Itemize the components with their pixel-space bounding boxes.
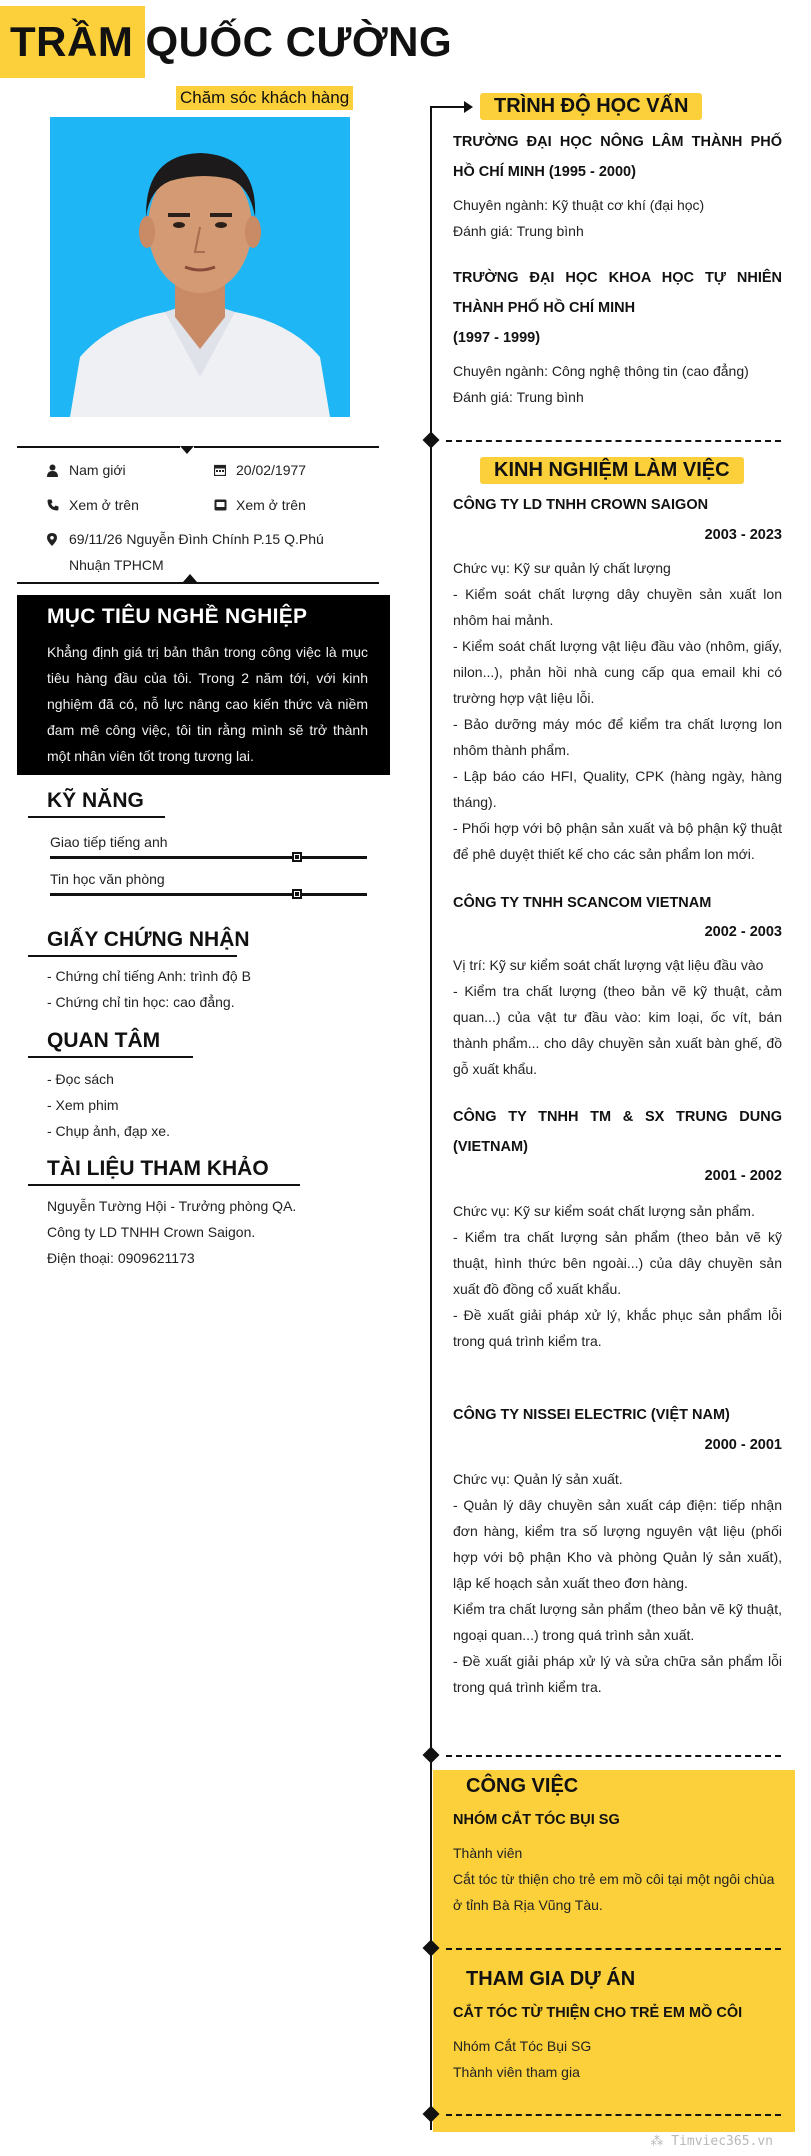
reference-item: Công ty LD TNHH Crown Saigon. bbox=[47, 1224, 256, 1240]
job-line: - Phối hợp với bộ phận sản xuất và bộ phận kỹ thuật để phê duyệt thiết kế cho các sản phẩm lon mới. bbox=[453, 820, 782, 862]
career-objective-box bbox=[17, 595, 390, 775]
education-title: TRÌNH ĐỘ HỌC VẤN bbox=[480, 93, 702, 120]
education-school: TRƯỜNG ĐẠI HỌC KHOA HỌC TỰ NHIÊN THÀNH PHỐ HỒ CHÍ MINH bbox=[453, 270, 782, 316]
skill-label: Tin học văn phòng bbox=[50, 871, 165, 887]
certificates-underline bbox=[28, 955, 237, 957]
job-line: Kiểm tra chất lượng sản phẩm (theo bản vẽ kỹ thuật, ngoại quan...) trong quá trình sản xuất. bbox=[453, 1601, 782, 1643]
job-company: CÔNG TY NISSEI ELECTRIC (VIỆT NAM) bbox=[453, 1407, 730, 1423]
calendar-icon bbox=[214, 457, 236, 483]
contact-gender bbox=[47, 457, 207, 483]
skill-level-marker bbox=[292, 889, 302, 899]
job-line: Chức vụ: Kỹ sư quản lý chất lượng bbox=[453, 560, 671, 576]
section-divider bbox=[446, 1948, 781, 1950]
map-pin-icon bbox=[47, 526, 69, 552]
activity-line: Thành viên bbox=[453, 1845, 523, 1861]
education-grade: Đánh giá: Trung bình bbox=[453, 389, 584, 405]
objective-text: Khẳng định giá trị bản thân trong công việc là mục tiêu hàng đầu của tôi. Trong 2 năm tới, với kinh nghiệm đã có, nỗ lực nâng cao kiến thức và niềm đam mê công việc, tôi tin rằng mình sẽ trở thành một nhân viên tốt trong tương lai. bbox=[47, 644, 368, 764]
job-period: 2000 - 2001 bbox=[704, 1437, 782, 1453]
reference-item: Điện thoại: 0909621173 bbox=[47, 1250, 195, 1266]
section-divider bbox=[446, 2114, 781, 2116]
job-description bbox=[453, 555, 782, 867]
skills-underline bbox=[28, 816, 165, 818]
phone-value: Xem ở trên bbox=[69, 497, 139, 513]
job-line: - Kiểm tra chất lượng (theo bản vẽ kỹ thuật, cảm quan...) của vật tư đầu vào: kim loại, ốc vít, bán thành phẩm... cho dây chuyền sản xuất bàn ghế, đồ gỗ xuất khẩu. bbox=[453, 983, 782, 1077]
job-line: - Quản lý dây chuyền sản xuất cáp điện: tiếp nhận đơn hàng, kiểm tra số lượng nguyên vật liệu (phối hợp với bộ phận Kho và phòng Quản lý sản xuất), lập kế hoạch sản xuất theo đơn hàng. bbox=[453, 1497, 782, 1591]
contact-divider-arrow bbox=[180, 446, 194, 454]
objective-title: MỤC TIÊU NGHỀ NGHIỆP bbox=[47, 605, 308, 628]
certificates-title: GIẤY CHỨNG NHẬN bbox=[47, 928, 250, 951]
job-description bbox=[453, 1466, 782, 1700]
contact-address bbox=[47, 526, 347, 578]
job-description bbox=[453, 952, 782, 1082]
job-description bbox=[453, 1198, 782, 1354]
job-company: CÔNG TY TNHH SCANCOM VIETNAM bbox=[453, 895, 712, 911]
job-line: Chức vụ: Quản lý sản xuất. bbox=[453, 1471, 623, 1487]
job-line: Vị trí: Kỹ sư kiểm soát chất lượng vật liệu đầu vào bbox=[453, 957, 764, 973]
activities-org: NHÓM CẮT TÓC BỤI SG bbox=[453, 1812, 620, 1828]
job-period: 2003 - 2023 bbox=[704, 527, 782, 543]
watermark-text: Timviec365.vn bbox=[671, 2134, 773, 2149]
section-divider bbox=[446, 440, 781, 442]
job-line: Chức vụ: Kỹ sư kiểm soát chất lượng sản phẩm. bbox=[453, 1203, 755, 1219]
contact-top-rule-right bbox=[194, 446, 379, 448]
job-period: 2002 - 2003 bbox=[704, 924, 782, 940]
reference-item: Nguyễn Tường Hội - Trưởng phòng QA. bbox=[47, 1198, 297, 1214]
job-company: CÔNG TY TNHH TM & SX TRUNG DUNG (VIETNAM) bbox=[453, 1109, 782, 1155]
activity-line: Cắt tóc từ thiện cho trẻ em mồ côi tại một ngôi chùa ở tỉnh Bà Rịa Vũng Tàu. bbox=[453, 1871, 775, 1913]
arrow-right-icon bbox=[464, 101, 473, 113]
address-value: 69/11/26 Nguyễn Đình Chính P.15 Q.Phú Nhuận TPHCM bbox=[69, 531, 324, 573]
skill-bar bbox=[50, 893, 367, 896]
education-major: Chuyên ngành: Kỹ thuật cơ khí (đại học) bbox=[453, 197, 705, 213]
section-divider bbox=[446, 1755, 781, 1757]
job-period: 2001 - 2002 bbox=[704, 1168, 782, 1184]
references-underline bbox=[28, 1184, 300, 1186]
job-line: - Đề xuất giải pháp xử lý, khắc phục sản phẩm lỗi trong quá trình kiểm tra. bbox=[453, 1307, 782, 1349]
birthday-value: 20/02/1977 bbox=[236, 462, 307, 478]
profile-photo bbox=[50, 117, 350, 417]
education-school: TRƯỜNG ĐẠI HỌC NÔNG LÂM THÀNH PHỐ HỒ CHÍ MINH (1995 - 2000) bbox=[453, 134, 782, 180]
job-line: - Kiểm soát chất lượng dây chuyền sản xuất lon nhôm hai mảnh. bbox=[453, 586, 782, 628]
logo-icon: ⁂ bbox=[650, 2134, 672, 2149]
project-line: Nhóm Cắt Tóc Bụi SG bbox=[453, 2038, 592, 2054]
watermark bbox=[650, 2134, 773, 2149]
job-line: - Kiểm tra chất lượng sản phẩm (theo bản vẽ kỹ thuật, hình thức bên ngoài...) của dây chuyền sản xuất đồ đồng cổ xuất khẩu. bbox=[453, 1229, 782, 1297]
contact-bottom-rule bbox=[17, 582, 379, 584]
education-grade: Đánh giá: Trung bình bbox=[453, 223, 584, 239]
activities-title: CÔNG VIỆC bbox=[466, 1775, 579, 1797]
contact-birthday bbox=[214, 457, 384, 483]
contact-bottom-arrow bbox=[183, 574, 197, 582]
project-name: CẮT TÓC TỪ THIỆN CHO TRẺ EM MỒ CÔI bbox=[453, 2005, 743, 2021]
skills-title: KỸ NĂNG bbox=[47, 789, 144, 812]
person-icon bbox=[47, 457, 69, 483]
projects-title: THAM GIA DỰ ÁN bbox=[466, 1968, 636, 1990]
gender-value: Nam giới bbox=[69, 462, 126, 478]
email-value: Xem ở trên bbox=[236, 497, 306, 513]
experience-title: KINH NGHIỆM LÀM VIỆC bbox=[480, 457, 744, 484]
phone-icon bbox=[47, 492, 69, 518]
certificate-item: - Chứng chỉ tiếng Anh: trình độ B bbox=[47, 968, 251, 984]
job-line: - Đề xuất giải pháp xử lý và sửa chữa sản phẩm lỗi trong quá trình kiểm tra. bbox=[453, 1653, 782, 1695]
skill-bar bbox=[50, 856, 367, 859]
skill-level-marker bbox=[292, 852, 302, 862]
timeline-line bbox=[430, 106, 432, 2130]
job-company: CÔNG TY LD TNHH CROWN SAIGON bbox=[453, 497, 709, 513]
contact-phone bbox=[47, 492, 207, 518]
project-line: Thành viên tham gia bbox=[453, 2064, 580, 2080]
timeline-node bbox=[423, 1747, 440, 1764]
timeline-node bbox=[423, 432, 440, 449]
skill-label: Giao tiếp tiếng anh bbox=[50, 834, 168, 850]
interest-item: - Xem phim bbox=[47, 1097, 119, 1113]
job-line: - Lập báo cáo HFI, Quality, CPK (hàng ngày, hàng tháng). bbox=[453, 768, 782, 810]
person-portrait-icon bbox=[50, 117, 350, 417]
job-line: - Kiểm soát chất lượng vật liệu đầu vào (nhôm, giấy, nilon...), phản hồi nhà cung cấp qua email khi có trường hợp vật liệu lỗi. bbox=[453, 638, 782, 706]
interest-item: - Đọc sách bbox=[47, 1071, 114, 1087]
interest-item: - Chụp ảnh, đạp xe. bbox=[47, 1123, 170, 1139]
job-line: - Bảo dưỡng máy móc để kiểm tra chất lượng lon nhôm thành phẩm. bbox=[453, 716, 782, 758]
education-years: (1997 - 1999) bbox=[453, 330, 541, 346]
interests-title: QUAN TÂM bbox=[47, 1029, 161, 1052]
activities-description bbox=[453, 1840, 782, 1918]
job-title: Chăm sóc khách hàng bbox=[176, 86, 353, 110]
candidate-name: TRẦM QUỐC CƯỜNG bbox=[10, 18, 453, 65]
contact-top-rule-left bbox=[17, 446, 180, 448]
references-title: TÀI LIỆU THAM KHẢO bbox=[47, 1157, 269, 1180]
certificate-item: - Chứng chỉ tin học: cao đẳng. bbox=[47, 994, 235, 1010]
interests-underline bbox=[28, 1056, 193, 1058]
project-description bbox=[453, 2033, 782, 2085]
education-major: Chuyên ngành: Công nghệ thông tin (cao đẳng) bbox=[453, 363, 749, 379]
contact-email bbox=[214, 492, 384, 518]
email-icon bbox=[214, 492, 236, 518]
